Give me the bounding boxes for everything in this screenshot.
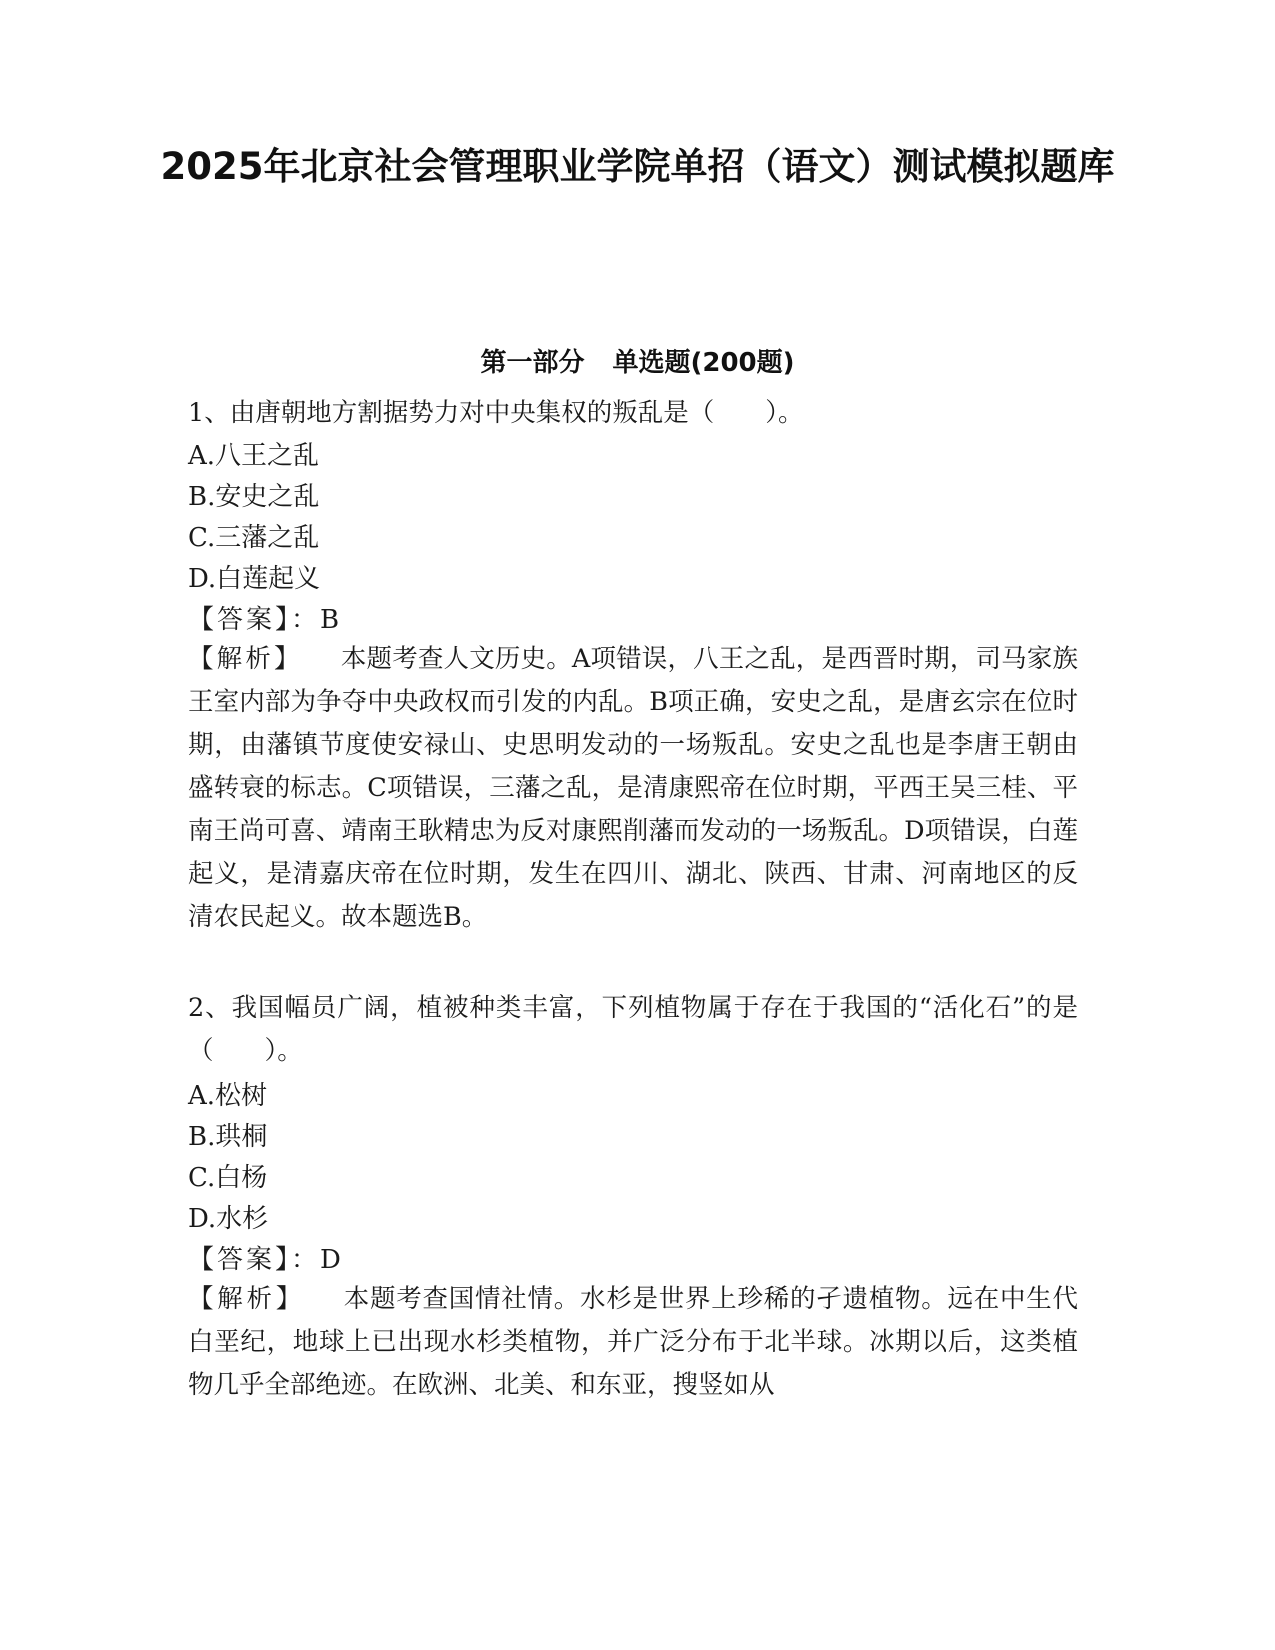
question-2-option-a: A.松树 — [188, 1081, 268, 1111]
analysis-label: 【解析】 — [188, 644, 303, 674]
analysis-text: 本题考查人文历史。A项错误，八王之乱，是西晋时期，司马家族王室内部为争夺中央政权而引发的内乱。B项正确，安史之乱，是唐玄宗在位时期，由藩镇节度使安禄山、史思明发动的一场叛乱。安史之乱也是李唐王朝由盛转衰的标志。C项错误，三藩之乱，是清康熙帝在位时期，平西王吴三桂、平南王尚可喜、靖南王耿精忠为反对康熙削藩而发动的一场叛乱。D项错误，白莲起义，是清嘉庆帝在位时期，发生在四川、湖北、陕西、甘肃、河南地区的反清农民起义。故本题选B。 — [188, 644, 1078, 932]
answer-label: 【答案】： — [188, 605, 321, 635]
question-1-option-c: C.三藩之乱 — [188, 523, 320, 553]
question-1-analysis — [188, 638, 1078, 939]
analysis-label: 【解析】 — [188, 1284, 305, 1314]
question-1-option-d: D.白莲起义 — [188, 564, 321, 594]
question-2-option-c: C.白杨 — [188, 1163, 268, 1193]
question-2-stem: 2、我国幅员广阔，植被种类丰富，下列植物属于存在于我国的“活化石”的是（ ）。 — [188, 993, 1078, 1066]
question-2-answer — [188, 1242, 341, 1278]
section-heading — [0, 345, 1275, 381]
question-1-option-a: A.八王之乱 — [188, 441, 320, 471]
question-1-stem: 1、由唐朝地方割据势力对中央集权的叛乱是（ ）。 — [188, 398, 804, 428]
analysis-text: 本题考查国情社情。水杉是世界上珍稀的孑遗植物。远在中生代白垩纪，地球上已出现水杉类植物，并广泛分布于北半球。冰期以后，这类植物几乎全部绝迹。在欧洲、北美、和东亚，搜竖如从 — [188, 1284, 1078, 1400]
section-part: 第一部分 — [480, 348, 585, 378]
document-title: 2025年北京社会管理职业学院单招（语文）测试模拟题库 — [160, 145, 1115, 188]
question-1-option-b: B.安史之乱 — [188, 482, 320, 512]
answer-label: 【答案】： — [188, 1245, 321, 1275]
answer-value: B — [320, 605, 340, 635]
question-2-analysis — [188, 1278, 1078, 1407]
answer-value: D — [320, 1245, 341, 1275]
question-2-option-b: B.珙桐 — [188, 1122, 268, 1152]
question-1-answer — [188, 602, 339, 638]
section-name: 单选题(200题) — [612, 348, 795, 378]
question-2-option-d: D.水杉 — [188, 1204, 269, 1234]
